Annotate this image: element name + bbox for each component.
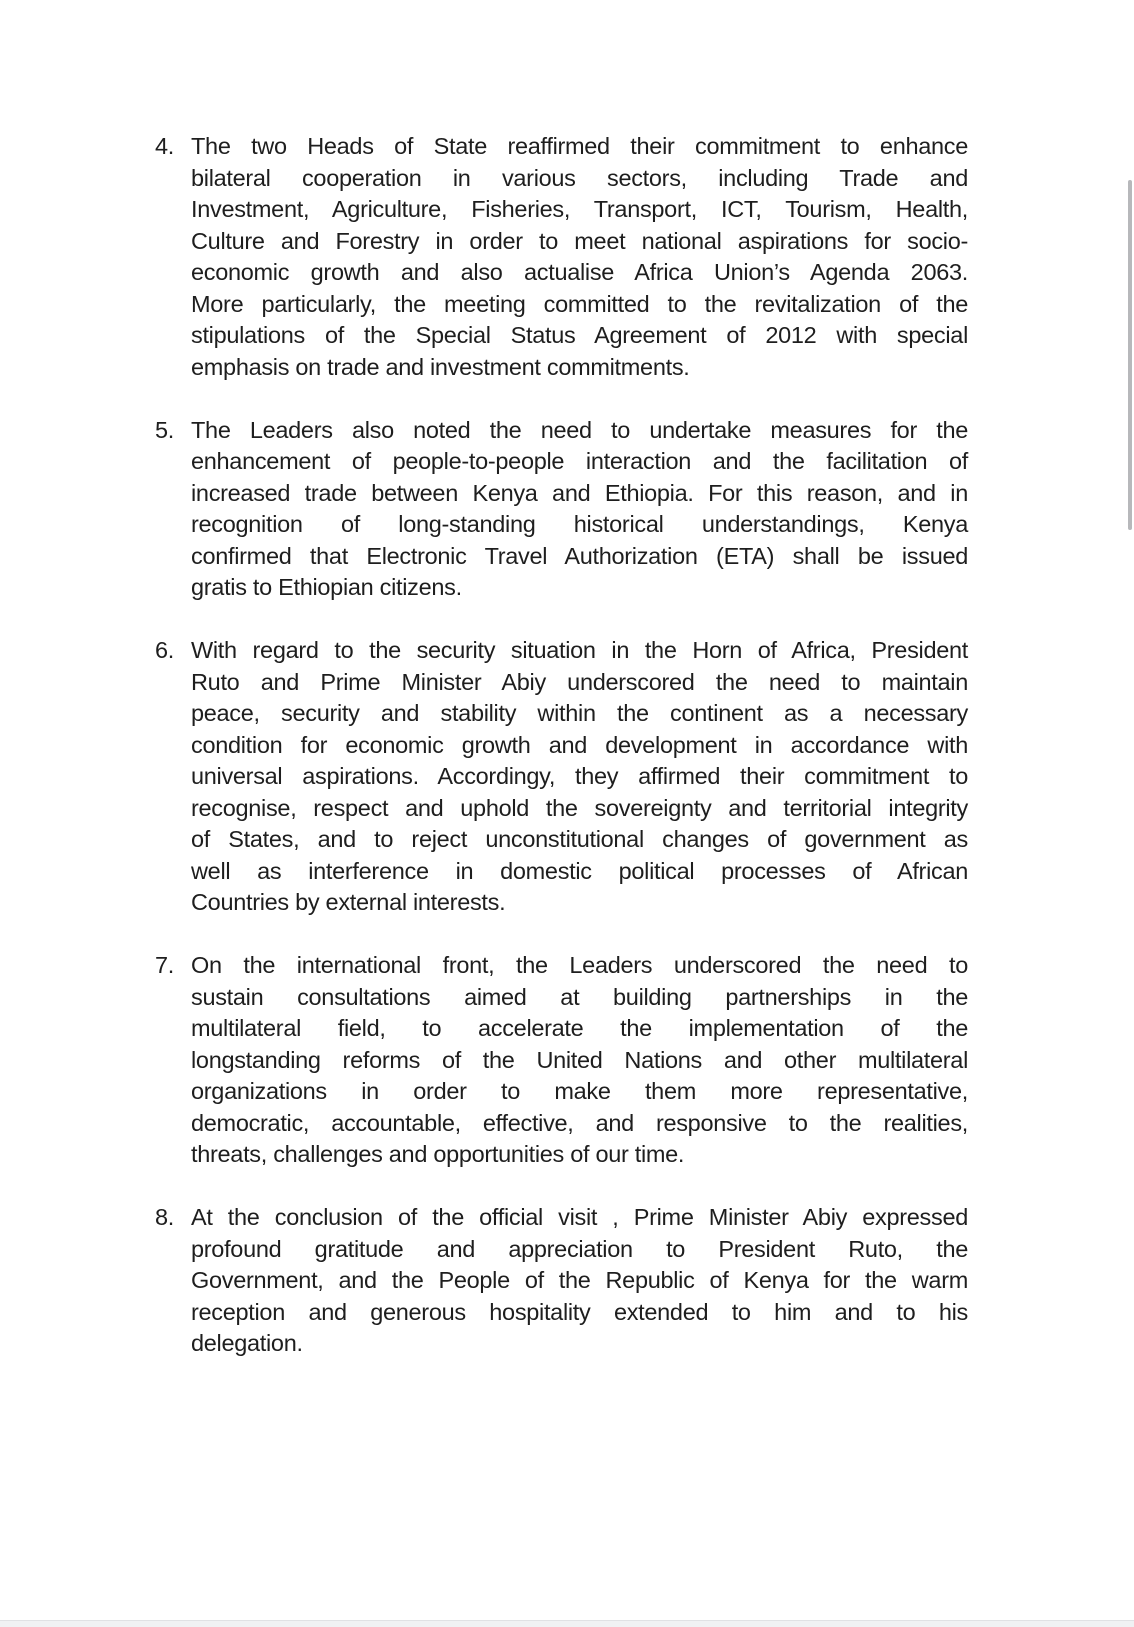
text-line: well as interference in domestic political processes of African [191,857,968,884]
text-line: profound gratitude and appreciation to President Ruto, the [191,1235,968,1262]
paragraph-number: 4. [155,133,174,159]
text-line: of States, and to reject unconstitutional changes of government as [191,826,968,852]
communique-paragraph-4 [155,131,968,383]
text-line: threats, challenges and opportunities of our time. [191,1141,685,1167]
text-line: multilateral field, to accelerate the implementation of the [191,1015,968,1041]
communique-paragraph-5 [155,415,968,604]
text-line: The two Heads of State reaffirmed their commitment to enhance [191,133,968,159]
text-line: Investment, Agriculture, Fisheries, Transport, ICT, Tourism, Health, [191,196,968,222]
text-line: peace, security and stability within the continent as a necessary [191,700,968,726]
text-line: recognise, respect and uphold the sovereignty and territorial integrity [191,794,968,821]
text-line: condition for economic growth and development in accordance with [191,731,968,758]
text-line: democratic, accountable, effective, and responsive to the realities, [191,1109,968,1136]
text-line: Government, and the People of the Republic of Kenya for the warm [191,1267,968,1293]
text-line: Culture and Forestry in order to meet national aspirations for socio- [191,227,968,254]
text-line: enhancement of people-to-people interaction and the facilitation of [191,448,968,474]
paragraph-number: 5. [155,416,174,443]
text-line: gratis to Ethiopian citizens. [191,574,462,600]
paragraph-lines [191,1202,968,1360]
paragraph-number: 7. [155,952,174,978]
text-line: emphasis on trade and investment commitments. [191,353,690,380]
paragraph-lines [191,131,968,383]
viewer-bottom-edge [0,1620,1134,1627]
text-line: More particularly, the meeting committed to the revitalization of the [191,290,968,317]
text-line: Countries by external interests. [191,889,506,915]
text-line: confirmed that Electronic Travel Authorization (ETA) shall be issued [191,542,968,569]
communique-paragraph-6 [155,635,968,919]
text-line: longstanding reforms of the United Nations and other multilateral [191,1046,968,1073]
text-line: recognition of long-standing historical understandings, Kenya [191,511,968,537]
paragraph-number: 6. [155,637,174,663]
paragraph-lines [191,415,968,604]
communique-body [155,131,968,1360]
text-line: reception and generous hospitality extended to him and to his [191,1298,968,1325]
text-line: sustain consultations aimed at building partnerships in the [191,983,968,1010]
text-line: The Leaders also noted the need to undertake measures for the [191,416,968,443]
text-line: bilateral cooperation in various sectors, including Trade and [191,164,968,191]
text-line: Ruto and Prime Minister Abiy underscored the need to maintain [191,668,968,695]
text-line: organizations in order to make them more representative, [191,1078,968,1104]
paragraph-lines [191,950,968,1171]
communique-paragraph-8 [155,1202,968,1360]
text-line: delegation. [191,1330,303,1356]
text-line: economic growth and also actualise Africa Union’s Agenda 2063. [191,259,968,285]
text-line: stipulations of the Special Status Agreement of 2012 with special [191,322,968,348]
paragraph-lines [191,635,968,919]
communique-paragraph-7 [155,950,968,1171]
text-line: At the conclusion of the official visit , Prime Minister Abiy expressed [191,1204,968,1230]
paragraph-number: 8. [155,1204,174,1230]
text-line: increased trade between Kenya and Ethiopia. For this reason, and in [191,479,968,506]
scrollbar-thumb[interactable] [1128,180,1132,530]
text-line: On the international front, the Leaders underscored the need to [191,952,968,978]
text-line: universal aspirations. Accordingy, they affirmed their commitment to [191,763,968,789]
text-line: With regard to the security situation in the Horn of Africa, President [191,637,968,663]
